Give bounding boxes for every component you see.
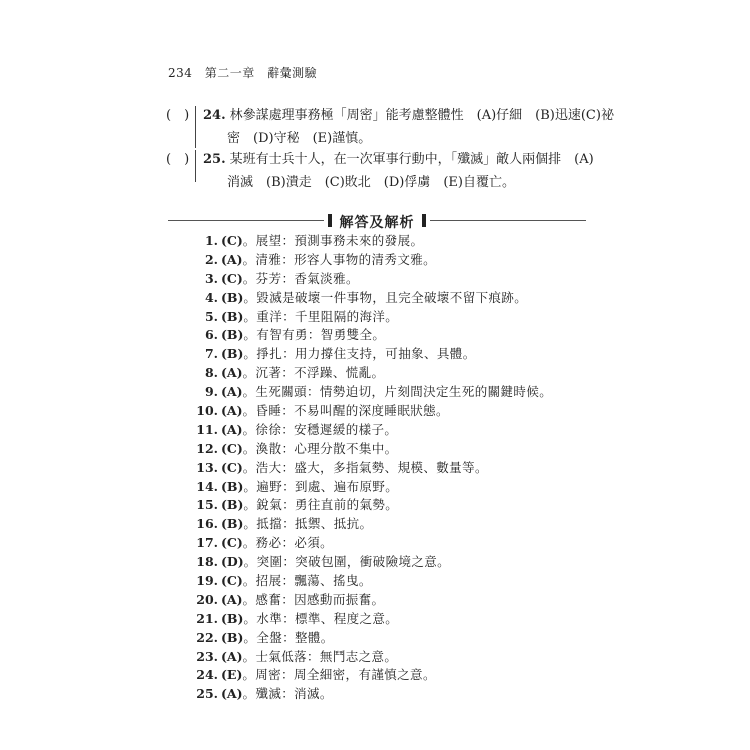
answer-row bbox=[168, 459, 552, 478]
answer-explanation: 。渙散：心理分散不集中。 bbox=[242, 440, 398, 456]
question-text: 林參謀處理事務極「周密」能考慮整體性 (A)仔細 (B)迅速(C)祕 bbox=[229, 108, 614, 123]
answer-key: (A) bbox=[221, 384, 243, 400]
answer-key: (B) bbox=[221, 497, 244, 513]
answer-key: (C) bbox=[221, 440, 243, 456]
answer-key: (A) bbox=[221, 365, 243, 381]
answer-list bbox=[168, 232, 552, 704]
answer-row bbox=[168, 685, 552, 704]
answer-key: (C) bbox=[221, 459, 243, 475]
answer-number: 23. bbox=[196, 648, 218, 664]
answer-number: 1. bbox=[204, 233, 218, 248]
answer-explanation: 。殲滅：消滅。 bbox=[242, 686, 333, 702]
answer-row bbox=[168, 478, 552, 497]
answer-row bbox=[168, 591, 552, 610]
answer-key: (A) bbox=[221, 648, 243, 664]
question-text: 某班有士兵十人，在一次軍事行動中，「殲滅」敵人兩個排 (A) bbox=[229, 152, 594, 167]
question-number: 25. bbox=[203, 152, 226, 167]
answer-blank[interactable]: ( ) bbox=[166, 108, 190, 123]
answer-explanation: 。士氣低落：無鬥志之意。 bbox=[242, 648, 398, 664]
answer-key: (A) bbox=[221, 421, 243, 437]
section-name: 辭彙測驗 bbox=[267, 66, 318, 80]
answer-number: 4. bbox=[204, 289, 218, 305]
answer-key: (A) bbox=[221, 686, 243, 702]
answer-explanation: 。遍野：到處、遍布原野。 bbox=[243, 478, 399, 494]
answer-row bbox=[168, 534, 552, 553]
answer-key: (C) bbox=[221, 233, 243, 248]
answer-key: (B) bbox=[221, 346, 244, 362]
answer-explanation: 。昏睡：不易叫醒的深度睡眠狀態。 bbox=[242, 403, 449, 419]
answer-key: (C) bbox=[221, 573, 243, 589]
question-divider-line bbox=[195, 150, 196, 182]
answer-number: 14. bbox=[196, 478, 218, 494]
answer-explanation: 。有智有勇：智勇雙全。 bbox=[243, 327, 386, 343]
answer-key: (C) bbox=[221, 535, 243, 551]
answer-explanation: 。生死關頭：情勢迫切，片刻間決定生死的關鍵時候。 bbox=[242, 384, 553, 400]
section-divider bbox=[168, 212, 586, 231]
answer-key: (B) bbox=[221, 610, 244, 626]
answer-row bbox=[168, 515, 552, 534]
answer-row bbox=[168, 648, 552, 667]
answer-number: 2. bbox=[204, 251, 218, 267]
answer-explanation: 。突圍：突破包圍，衝破險境之意。 bbox=[243, 554, 451, 570]
answer-row bbox=[168, 553, 552, 572]
answer-explanation: 。水準：標準、程度之意。 bbox=[243, 610, 399, 626]
answer-explanation: 。全盤：整體。 bbox=[243, 629, 334, 645]
answer-explanation: 。芬芳：香氣淡雅。 bbox=[242, 270, 359, 286]
answer-key: (C) bbox=[221, 270, 243, 286]
answer-row bbox=[168, 270, 552, 289]
answer-number: 25. bbox=[196, 686, 218, 702]
answer-row bbox=[168, 666, 552, 685]
answer-number: 3. bbox=[204, 270, 218, 286]
divider-mark-right bbox=[422, 214, 426, 227]
answer-number: 5. bbox=[204, 308, 218, 324]
answer-explanation: 。掙扎：用力撐住支持，可抽象、具體。 bbox=[243, 346, 476, 362]
page-header bbox=[168, 64, 317, 81]
answer-number: 9. bbox=[204, 384, 218, 400]
answer-explanation: 。清雅：形容人事物的清秀文雅。 bbox=[242, 251, 437, 267]
answer-number: 10. bbox=[196, 403, 218, 419]
answer-row bbox=[168, 232, 552, 251]
answer-row bbox=[168, 383, 552, 402]
answer-explanation: 。沉著：不浮躁、慌亂。 bbox=[242, 365, 385, 381]
answer-key: (B) bbox=[221, 308, 244, 324]
answer-row bbox=[168, 251, 552, 270]
answer-number: 19. bbox=[196, 573, 218, 589]
answer-row bbox=[168, 440, 552, 459]
answer-row bbox=[168, 496, 552, 515]
answer-row bbox=[168, 326, 552, 345]
answer-explanation: 。招展：飄蕩、搖曳。 bbox=[242, 573, 372, 589]
question-number: 24. bbox=[203, 108, 226, 123]
answer-explanation: 。周密：周全細密，有謹慎之意。 bbox=[242, 667, 436, 683]
answer-explanation: 。展望：預測事務未來的發展。 bbox=[242, 233, 424, 248]
answer-row bbox=[168, 421, 552, 440]
answer-number: 8. bbox=[204, 365, 218, 381]
answer-explanation: 。銳氣：勇往直前的氣勢。 bbox=[243, 497, 399, 513]
question-divider-line bbox=[195, 106, 196, 148]
answer-number: 22. bbox=[196, 629, 218, 645]
answer-explanation: 。務必：必須。 bbox=[242, 535, 334, 551]
answer-number: 20. bbox=[196, 591, 218, 607]
page-number: 234 bbox=[168, 66, 193, 80]
answer-key: (B) bbox=[221, 289, 244, 305]
answer-key: (A) bbox=[221, 591, 243, 607]
answer-number: 24. bbox=[196, 667, 218, 683]
answer-key: (E) bbox=[221, 667, 243, 683]
answer-number: 13. bbox=[196, 459, 218, 475]
answer-number: 21. bbox=[196, 610, 218, 626]
answer-explanation: 。徐徐：安穩遲緩的樣子。 bbox=[242, 421, 398, 437]
divider-rule-right bbox=[430, 220, 586, 221]
answer-row bbox=[168, 402, 552, 421]
answer-number: 7. bbox=[204, 346, 218, 362]
answer-key: (B) bbox=[221, 478, 244, 494]
question-text-continued: 密 (D)守秘 (E)謹慎。 bbox=[227, 131, 372, 146]
answer-number: 15. bbox=[196, 497, 218, 513]
section-title: 解答及解析 bbox=[339, 215, 415, 231]
answer-key: (A) bbox=[221, 251, 243, 267]
answer-explanation: 。毀滅是破壞一件事物，且完全破壞不留下痕跡。 bbox=[243, 289, 528, 305]
answer-number: 16. bbox=[196, 516, 218, 532]
answer-row bbox=[168, 345, 552, 364]
answer-number: 18. bbox=[196, 554, 218, 570]
answer-number: 17. bbox=[196, 535, 218, 551]
chapter-title: 第二一章 bbox=[204, 66, 255, 80]
answer-explanation: 。浩大：盛大，多指氣勢、規模、數量等。 bbox=[242, 459, 488, 475]
answer-key: (A) bbox=[221, 403, 243, 419]
answer-number: 12. bbox=[196, 440, 218, 456]
answer-row bbox=[168, 364, 552, 383]
divider-rule-left bbox=[168, 220, 324, 221]
divider-mark-left bbox=[328, 214, 332, 227]
answer-row bbox=[168, 289, 552, 308]
answer-explanation: 。重洋：千里阻隔的海洋。 bbox=[243, 308, 399, 324]
answer-key: (D) bbox=[221, 554, 244, 570]
answer-blank[interactable]: ( ) bbox=[166, 152, 190, 167]
answer-explanation: 。抵擋：抵禦、抵抗。 bbox=[243, 516, 373, 532]
answer-row bbox=[168, 572, 552, 591]
answer-number: 6. bbox=[204, 327, 218, 343]
answer-number: 11. bbox=[196, 421, 218, 437]
answer-row bbox=[168, 308, 552, 327]
answer-key: (B) bbox=[221, 327, 244, 343]
answer-key: (B) bbox=[221, 629, 244, 645]
question-text-continued: 消滅 (B)潰走 (C)敗北 (D)俘虜 (E)自覆亡。 bbox=[227, 175, 515, 190]
answer-key: (B) bbox=[221, 516, 244, 532]
answer-explanation: 。感奮：因感動而振奮。 bbox=[242, 591, 385, 607]
answer-row bbox=[168, 629, 552, 648]
answer-row bbox=[168, 610, 552, 629]
